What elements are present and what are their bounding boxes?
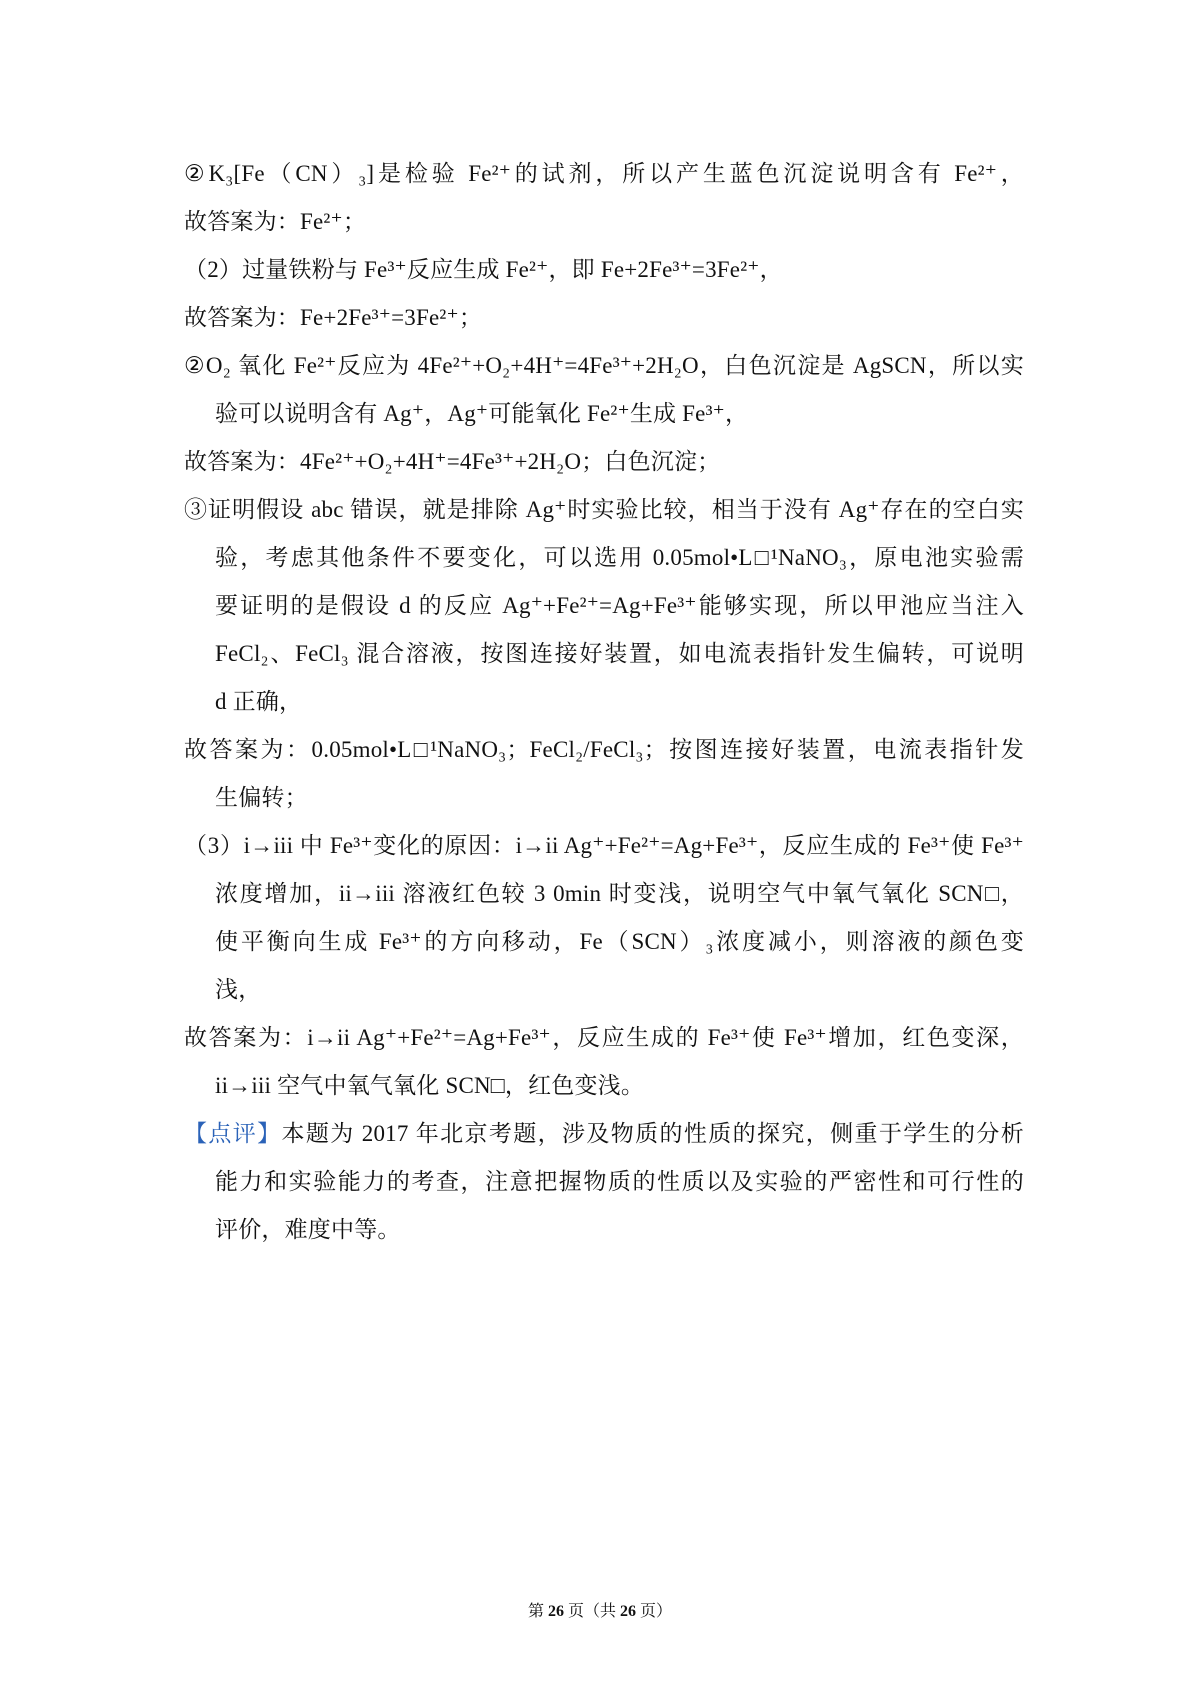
text-line: 故答案为：Fe²⁺； — [184, 209, 367, 234]
comment-line: 能力和实验能力的考查，注意把握物质的性质以及实验的严密性和可行性的 — [215, 1169, 1024, 1194]
footer-middle: 页（共 — [567, 1603, 616, 1620]
text-line: ii→iii 空气中氧气氧化 SCN□，红色变浅。 — [215, 1073, 645, 1098]
current-page-number: 26 — [547, 1603, 564, 1620]
page-footer — [0, 1600, 1200, 1624]
text-line: 使平衡向生成 Fe³⁺的方向移动，Fe（SCN）₃浓度减小，则溶液的颜色变 — [215, 929, 1024, 954]
comment-text: 本题为 2017 年北京考题，涉及物质的性质的探究，侧重于学生的分析 — [281, 1121, 1024, 1146]
text-line: 要证明的是假设 d 的反应 Ag⁺+Fe²⁺=Ag+Fe³⁺能够实现，所以甲池应当注入 — [215, 593, 1024, 618]
footer-prefix: 第 — [527, 1603, 544, 1620]
text-line: 验可以说明含有 Ag⁺，Ag⁺可能氧化 Fe²⁺生成 Fe³⁺， — [215, 401, 749, 426]
text-line: ③证明假设 abc 错误，就是排除 Ag⁺时实验比较，相当于没有 Ag⁺存在的空白实 — [184, 497, 1024, 522]
comment-tag: 【点评】 — [184, 1121, 282, 1146]
text-line: 故答案为：4Fe²⁺+O₂+4H⁺=4Fe³⁺+2H₂O；白色沉淀； — [184, 449, 721, 474]
answer-body — [184, 150, 1024, 1254]
text-line: （2）过量铁粉与 Fe³⁺反应生成 Fe²⁺，即 Fe+2Fe³⁺=3Fe²⁺， — [184, 257, 783, 282]
text-line: （3）i→iii 中 Fe³⁺变化的原因：i→ii Ag⁺+Fe²⁺=Ag+Fe³⁺，反应生成的 Fe³⁺使 Fe³⁺ — [184, 833, 1024, 858]
text-line: ②K₃[Fe（CN）₃]是检验 Fe²⁺的试剂，所以产生蓝色沉淀说明含有 Fe²⁺， — [184, 161, 1024, 186]
text-line: 验，考虑其他条件不要变化，可以选用 0.05mol•L□¹NaNO₃，原电池实验需 — [215, 545, 1024, 570]
total-page-number: 26 — [620, 1603, 636, 1620]
text-line: 生偏转； — [215, 785, 308, 810]
text-line: ②O₂ 氧化 Fe²⁺反应为 4Fe²⁺+O₂+4H⁺=4Fe³⁺+2H₂O，白色沉淀是 AgSCN，所以实 — [184, 353, 1024, 378]
text-line: FeCl₂、FeCl₃ 混合溶液，按图连接好装置，如电流表指针发生偏转，可说明 — [215, 641, 1024, 666]
comment-line: 评价，难度中等。 — [215, 1217, 401, 1242]
text-line: d 正确， — [215, 689, 303, 714]
text-line: 故答案为：i→ii Ag⁺+Fe²⁺=Ag+Fe³⁺，反应生成的 Fe³⁺使 Fe³⁺增加，红色变深， — [184, 1025, 1024, 1050]
footer-suffix: 页） — [640, 1603, 673, 1620]
text-line: 故答案为：0.05mol•L□¹NaNO₃；FeCl₂/FeCl₃；按图连接好装置，电流表指针发 — [184, 737, 1024, 762]
text-line: 故答案为：Fe+2Fe³⁺=3Fe²⁺； — [184, 305, 483, 330]
comment-line — [184, 1110, 1024, 1158]
text-line: 浓度增加，ii→iii 溶液红色较 3 0min 时变浅，说明空气中氧气氧化 SCN□， — [215, 881, 1024, 906]
text-line: 浅， — [215, 977, 262, 1002]
